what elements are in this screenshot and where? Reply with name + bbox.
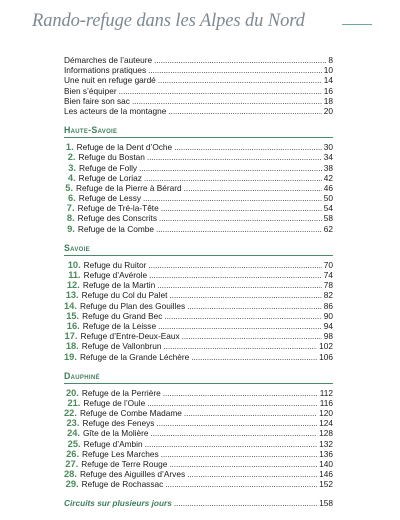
toc-entry-page: 18	[323, 95, 333, 106]
toc-entry[interactable]	[64, 96, 333, 106]
toc-entry[interactable]	[64, 193, 333, 203]
toc-entry-title: Refuge de la Perrière	[81, 387, 161, 398]
toc-entry-title: Refuge de la Dent d’Oche	[76, 142, 173, 153]
toc-entry-page: 34	[323, 152, 333, 163]
toc-entry-number: 25.	[67, 438, 81, 449]
toc-entry-page: 46	[323, 182, 333, 193]
toc-entry-title: Circuits sur plusieurs jours	[64, 497, 172, 508]
dot-leader	[154, 55, 326, 65]
toc-entry[interactable]	[64, 408, 333, 418]
toc-entry-page: 158	[319, 497, 333, 508]
toc-entry-title: Refuge de Loriaz	[78, 172, 142, 183]
toc-entry-page: 106	[319, 351, 333, 362]
toc-entry-title: Refuge de la Pierre à Bérard	[76, 182, 182, 193]
toc-entry[interactable]	[64, 142, 333, 152]
dot-leader	[147, 398, 318, 408]
toc-entry-page: 20	[323, 105, 333, 116]
dot-leader	[174, 498, 317, 508]
toc-entry-page: 70	[323, 259, 333, 270]
toc-entry[interactable]	[64, 173, 333, 183]
toc-entry-title: Refuge des Feneys	[82, 418, 155, 429]
toc-entry-title: Refuge du Grand Bec	[82, 310, 163, 321]
toc-entry-page: 120	[319, 408, 333, 419]
toc-entry-page: 50	[323, 193, 333, 204]
toc-entry[interactable]	[64, 163, 333, 173]
toc-entry[interactable]	[64, 352, 333, 362]
toc-entry-title: Bien s’équiper	[64, 85, 117, 96]
toc-entry[interactable]	[64, 280, 333, 290]
toc-entry-title: Refuge de la Combe	[77, 223, 154, 234]
toc-entry-title: Refuge de la Martin	[82, 280, 156, 291]
toc-entry-title: Refuge de Rochassac	[81, 479, 164, 490]
dot-leader	[187, 469, 317, 479]
toc-entry[interactable]	[64, 388, 333, 398]
toc-entry[interactable]	[64, 270, 333, 280]
toc-entry-number: 10.	[67, 259, 81, 270]
toc-entry-title: Une nuit en refuge gardé	[64, 75, 156, 86]
dot-leader	[161, 449, 318, 459]
toc-entry-title: Refuge de la Grande Léchère	[79, 351, 190, 362]
toc-entry-title: Démarches de l’auteure	[64, 55, 153, 65]
toc-entry-page: 58	[323, 213, 333, 224]
toc-entry[interactable]	[64, 75, 333, 85]
toc-entry[interactable]	[64, 86, 333, 96]
toc-entry[interactable]	[64, 290, 333, 300]
toc-entry-page: 140	[319, 459, 333, 469]
toc-entry-title: Refuge de Tré-la-Tête	[77, 203, 159, 214]
dot-leader	[187, 301, 322, 311]
dot-leader	[182, 331, 322, 341]
toc-entry-page: 30	[323, 142, 333, 153]
dot-leader	[144, 173, 322, 183]
toc-entry-page: 38	[323, 162, 333, 173]
intro-entries	[64, 55, 333, 116]
toc-entry-number: 4.	[67, 172, 76, 183]
toc-entry-page: 152	[319, 479, 333, 490]
dot-leader	[161, 203, 322, 213]
section-rule	[64, 383, 333, 384]
toc-entry[interactable]	[64, 331, 333, 341]
toc-entry-title: Refuge de Combe Madame	[79, 408, 182, 419]
section-title: Haute-Savoie	[64, 125, 118, 136]
toc-entry-title: Refuge de Folly	[78, 162, 138, 173]
toc-entry[interactable]	[64, 203, 333, 213]
toc-entry[interactable]	[64, 479, 333, 489]
toc-entry-title: Refuge d’Ambin	[83, 438, 143, 449]
toc-entry[interactable]	[64, 152, 333, 162]
toc-entry-number: 2.	[67, 152, 76, 163]
toc-entry-number: 24.	[67, 428, 81, 439]
toc-entry-title: Refuge du Ruitor	[83, 259, 147, 270]
toc-entry[interactable]	[64, 224, 333, 234]
toc-entry-number: 26.	[66, 448, 80, 459]
dot-leader	[149, 270, 322, 280]
toc-entry-page: 136	[319, 448, 333, 459]
toc-entry-page: 128	[319, 428, 333, 439]
dot-leader	[184, 408, 317, 418]
toc-entry-number: 21.	[67, 397, 81, 408]
toc-entry-number: 11.	[68, 270, 81, 280]
toc-entry[interactable]	[64, 106, 333, 116]
toc-entry-page: 78	[323, 280, 333, 291]
toc-entry-number: 28.	[64, 469, 77, 480]
toc-entry-number: 16.	[66, 320, 80, 331]
toc-entry-number: 12.	[66, 280, 80, 291]
toc-entry[interactable]	[64, 301, 333, 311]
toc-entry-page: 116	[319, 397, 333, 408]
toc-entry-title: Refuge du Bostan	[78, 152, 145, 163]
toc-entry-title: Refuge d’Entre-Deux-Eaux	[80, 331, 180, 342]
toc-entry-page: 8	[328, 55, 333, 65]
dot-leader	[164, 311, 321, 321]
toc-entry-page: 74	[323, 270, 333, 280]
toc-entry-page: 16	[323, 85, 333, 96]
toc-entry-title: Refuge de Lessy	[78, 193, 141, 204]
dot-leader	[148, 65, 322, 75]
section-rule	[64, 137, 333, 138]
dot-leader	[158, 321, 322, 331]
toc-entry[interactable]	[64, 449, 333, 459]
toc-entry-title: Refuge de l’Oule	[83, 397, 146, 408]
toc-entry-number: 1.	[65, 142, 74, 153]
dot-leader	[168, 106, 321, 116]
toc-entry-number: 18.	[65, 341, 79, 352]
dot-leader	[145, 439, 318, 449]
dot-leader	[163, 388, 318, 398]
dot-leader	[132, 96, 322, 106]
section-title: Dauphiné	[64, 370, 100, 381]
toc-entry-number: 7.	[66, 203, 75, 214]
section-title: Savoie	[64, 242, 90, 253]
toc-entry-title: Refuge du Col du Palet	[81, 290, 168, 301]
toc-entry-number: 6.	[67, 193, 76, 204]
toc-entry-title: Refuge de Vallonbrun	[81, 341, 162, 352]
toc-entry[interactable]	[64, 260, 333, 270]
toc-entry-title: Bien faire son sac	[64, 95, 130, 106]
toc-entry-title: Refuge des Aiguilles d’Arves	[79, 469, 186, 480]
dot-leader	[157, 280, 322, 290]
toc-entry-number: 3.	[68, 162, 76, 173]
dot-leader	[169, 290, 321, 300]
header-rule	[342, 24, 372, 25]
toc-entry[interactable]	[64, 418, 333, 428]
toc-entry-title: Refuge d’Avérole	[83, 270, 148, 280]
toc-entry[interactable]	[64, 428, 333, 438]
dot-leader	[156, 418, 317, 428]
dot-leader	[184, 183, 322, 193]
toc-entry-page: 102	[319, 341, 333, 352]
toc-entry-number: 13.	[65, 290, 79, 301]
toc-entry-page: 132	[319, 438, 333, 449]
toc-entry-title: Refuge de la Leisse	[82, 320, 157, 331]
toc-entry-page: 10	[323, 65, 333, 76]
toc-entry-number: 5.	[65, 182, 74, 193]
toc-entry[interactable]	[64, 213, 333, 223]
toc-entry[interactable]	[64, 183, 333, 193]
toc-entry[interactable]	[64, 439, 333, 449]
toc-entry-number: 20.	[65, 387, 79, 398]
toc-sections	[64, 124, 333, 489]
dot-leader	[163, 341, 317, 351]
toc-entry-page: 90	[323, 310, 333, 321]
dot-leader	[151, 428, 318, 438]
toc-entry-page: 62	[323, 223, 333, 234]
toc-entry-circuits[interactable]	[64, 498, 333, 509]
toc-entry[interactable]	[64, 469, 333, 479]
toc-entry-number: 14.	[64, 300, 77, 311]
toc-entry-page: 124	[319, 418, 333, 429]
toc-entry-number: 23.	[66, 418, 80, 429]
toc-entry[interactable]	[64, 459, 333, 469]
toc-entry-number: 9.	[67, 223, 75, 234]
toc-entry-number: 29.	[65, 479, 79, 490]
dot-leader	[119, 86, 322, 96]
toc-entry-title: Gîte de la Molière	[83, 428, 149, 439]
toc-entry-page: 54	[323, 203, 333, 214]
dot-leader	[147, 152, 322, 162]
toc-entry[interactable]	[64, 65, 333, 75]
toc-entry-page: 98	[323, 331, 333, 342]
toc-entry-title: Refuge de Terre Rouge	[81, 459, 168, 469]
dot-leader	[165, 479, 317, 489]
dot-leader	[158, 75, 322, 85]
dot-leader	[139, 163, 322, 173]
toc-entry-number: 17.	[64, 331, 78, 342]
toc-entry[interactable]	[64, 55, 333, 65]
toc-entry[interactable]	[64, 398, 333, 408]
toc-entry-page: 42	[323, 172, 333, 183]
dot-leader	[143, 193, 322, 203]
toc-entry-number: 27.	[65, 459, 79, 469]
dot-leader	[148, 260, 321, 270]
table-of-contents	[64, 55, 333, 509]
toc-entry-page: 146	[319, 469, 333, 480]
toc-entry-page: 94	[323, 320, 333, 331]
toc-entry-number: 8.	[66, 213, 75, 224]
toc-entry[interactable]	[64, 311, 333, 321]
book-title: Rando-refuge dans les Alpes du Nord	[32, 11, 305, 31]
toc-entry-title: Refuge du Plan des Gouilles	[79, 300, 186, 311]
dot-leader	[174, 142, 322, 152]
toc-entry-title: Informations pratiques	[64, 65, 147, 76]
toc-entry-number: 22.	[64, 408, 77, 419]
toc-entry-title: Refuge Les Marches	[82, 448, 159, 459]
toc-entry-number: 15.	[66, 310, 80, 321]
section-rule	[64, 255, 333, 256]
dot-leader	[156, 224, 322, 234]
toc-entry-page: 14	[323, 75, 333, 86]
dot-leader	[159, 213, 322, 223]
toc-entry-page: 86	[323, 300, 333, 311]
toc-entry-page: 112	[319, 387, 333, 398]
toc-entry-title: Refuge des Conscrits	[77, 213, 157, 224]
toc-entry-number: 19.	[64, 351, 77, 362]
toc-entry-page: 82	[323, 290, 333, 301]
toc-entry-title: Les acteurs de la montagne	[64, 105, 167, 116]
dot-leader	[169, 459, 317, 469]
toc-entry[interactable]	[64, 341, 333, 351]
dot-leader	[191, 352, 317, 362]
toc-entry[interactable]	[64, 321, 333, 331]
